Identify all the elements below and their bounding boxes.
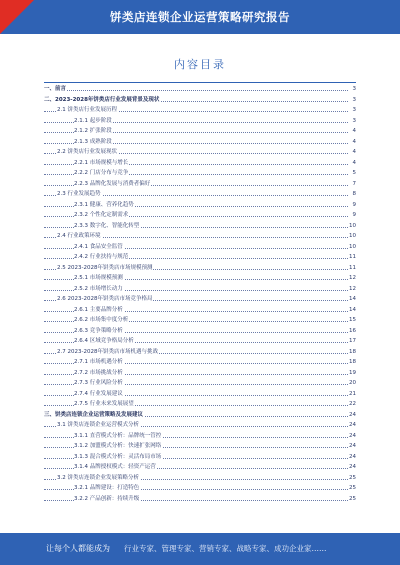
toc-entry-page: 21 [348,389,356,400]
toc-entry[interactable] [44,347,356,358]
toc-entry-label: 2.3 行业发展趋势 [57,189,102,200]
toc-entry[interactable] [44,462,356,473]
toc-entry-label: 三、饼类店连锁企业运营策略及发展建议 [44,410,144,421]
toc-entry-page: 10 [348,221,356,232]
toc-entry-page: 9 [352,200,357,211]
toc-entry[interactable] [44,263,356,274]
toc-entry-label: 2.1.1 起步阶段 [74,116,113,127]
toc-entry-label: 2.3.3 数字化、智能化转型 [74,221,140,232]
toc-entry[interactable] [44,210,356,221]
toc-entry[interactable] [44,378,356,389]
toc-entry-page: 4 [352,126,357,137]
toc-entry[interactable] [44,483,356,494]
toc-entry-label: 2.1.2 扩张阶段 [74,126,113,137]
toc-entry-page: 11 [348,263,356,274]
toc-entry-page: 9 [352,210,357,221]
toc-entry-page: 12 [348,273,356,284]
toc-entry-page: 3 [352,84,357,95]
toc-entry[interactable] [44,179,356,190]
toc-entry-label: 2.2.2 门店分布与竞争 [74,168,129,179]
toc-entry-page: 3 [352,116,357,127]
toc-entry-label: 2.2.1 市场规模与增长 [74,158,129,169]
toc-entry-label: 2.7.2 市场挑战分析 [74,368,124,379]
toc-entry[interactable] [44,84,356,95]
toc-entry-page: 18 [348,347,356,358]
toc-entry-page: 4 [352,158,357,169]
toc-entry-label: 2.7.3 行业风险分析 [74,378,124,389]
toc-entry[interactable] [44,242,356,253]
toc-entry-page: 24 [348,410,356,421]
toc-entry[interactable] [44,389,356,400]
toc-entry[interactable] [44,452,356,463]
toc-entry-label: 2.2.3 品牌化发展与消费者偏好 [74,179,151,190]
toc-entry-label: 2.2 饼类店行业发展现状 [57,147,118,158]
report-title: 饼类店连锁企业运营策略研究报告 [110,10,290,24]
toc-divider [44,82,356,83]
toc-entry-label: 2.5.2 市场增长动力 [74,284,124,295]
toc-entry-page: 25 [348,483,356,494]
toc-entry-label: 2.3.1 健康、营养化趋势 [74,200,135,211]
toc-entry-page: 24 [348,431,356,442]
toc-entry-label: 2.5.1 市场规模预测 [74,273,124,284]
toc-entry-label: 2.7.1 市场机遇分析 [74,357,124,368]
toc-entry[interactable] [44,305,356,316]
toc-entry[interactable] [44,494,356,505]
toc-entry[interactable] [44,200,356,211]
toc-entry-page: 10 [348,242,356,253]
toc-entry[interactable] [44,137,356,148]
toc-entry-label: 2.6.4 区域竞争格局分析 [74,336,135,347]
toc-entry-page: 10 [348,231,356,242]
toc-entry-page: 17 [348,336,356,347]
toc-entry-label: 2.1 饼类店行业发展历程 [57,105,118,116]
toc-entry-label: 3.1.2 加盟模式分析：快速扩张网络 [74,441,162,452]
toc-entry-page: 3 [352,105,357,116]
toc-entry-label: 3.2 饼类店连锁企业发展策略分析 [57,473,140,484]
toc-entry-label: 2.7.5 行业未来发展展望 [74,399,135,410]
toc-entry[interactable] [44,126,356,137]
toc-entry-page: 14 [348,294,356,305]
toc-entry-page: 20 [348,378,356,389]
toc-entry-page: 24 [348,441,356,452]
toc-entry-page: 4 [352,147,357,158]
toc-entry[interactable] [44,431,356,442]
toc-entry[interactable] [44,399,356,410]
toc-entry-label: 2.4.1 食品安全监管 [74,242,124,253]
toc-entry-label: 3.1.3 混合模式分析：灵活布局市场 [74,452,162,463]
toc-title: 内容目录 [174,58,226,71]
toc-entry[interactable] [44,410,356,421]
toc-entry-label: 2.3.2 个性化定制需求 [74,210,129,221]
toc-entry-label: 2.1.3 成熟阶段 [74,137,113,148]
toc-entry[interactable] [44,284,356,295]
toc-entry-label: 2.4.2 行业扶持与规范 [74,252,129,263]
toc-entry-page: 24 [348,420,356,431]
toc-entry-label: 2.6.3 竞争策略分析 [74,326,124,337]
toc-entry-label: 2.6.2 市场集中度分析 [74,315,129,326]
toc-entry-page: 24 [348,462,356,473]
toc-entry[interactable] [44,315,356,326]
toc-entry-label: 3.1 饼类店连锁企业运营模式分析 [57,420,140,431]
toc-entry-label: 一、前言 [44,84,67,95]
toc-entry-page: 22 [348,399,356,410]
toc-entry-page: 25 [348,473,356,484]
toc-entry-page: 19 [348,368,356,379]
toc-entry-label: 3.2.1 品牌建设：打造特色 [74,483,140,494]
toc-entry-page: 5 [352,168,357,179]
toc-entry-label: 3.2.2 产品创新：持续升级 [74,494,140,505]
footer-roles: 行业专家、管理专家、营销专家、战略专家、成功企业家…… [124,544,327,553]
toc-entry-page: 24 [348,452,356,463]
toc-entry-page: 11 [348,252,356,263]
toc-entry-page: 7 [352,179,357,190]
toc-entry-label: 3.1.1 直营模式分析：品牌统一管控 [74,431,162,442]
toc-entry[interactable] [44,326,356,337]
toc-entry[interactable] [44,95,356,106]
toc-entry-label: 2.5 2023-2028年饼类店市场规模预测 [57,263,153,274]
page-footer [0,533,400,565]
toc-entry[interactable] [44,168,356,179]
toc-entry[interactable] [44,368,356,379]
toc-entry[interactable] [44,147,356,158]
toc-entry-page: 8 [352,189,357,200]
toc-leader-dots [44,90,348,91]
toc-entry[interactable] [44,336,356,347]
table-of-contents [44,84,356,504]
toc-entry-label: 2.7 2023-2028年饼类店市场机遇与挑战 [57,347,159,358]
toc-entry[interactable] [44,158,356,169]
toc-entry-page: 4 [352,137,357,148]
toc-entry[interactable] [44,189,356,200]
toc-entry[interactable] [44,273,356,284]
toc-entry-page: 25 [348,494,356,505]
footer-brand: 让每个人都能成为 [46,544,110,553]
toc-entry-page: 14 [348,305,356,316]
toc-entry-page: 15 [348,315,356,326]
toc-entry[interactable] [44,441,356,452]
toc-entry[interactable] [44,420,356,431]
toc-entry-label: 2.6.1 主要品牌分析 [74,305,124,316]
toc-entry-label: 2.6 2023-2028年饼类店市场竞争格局 [57,294,153,305]
toc-entry-label: 二、2023-2028年饼类店行业发展背景及现状 [44,95,160,106]
toc-entry[interactable] [44,221,356,232]
toc-entry[interactable] [44,294,356,305]
toc-entry[interactable] [44,231,356,242]
toc-entry[interactable] [44,473,356,484]
toc-entry-label: 2.4 行业政策环境 [57,231,102,242]
page-header [0,0,400,34]
toc-entry-page: 16 [348,326,356,337]
toc-entry-page: 18 [348,357,356,368]
toc-entry-page: 12 [348,284,356,295]
toc-entry[interactable] [44,357,356,368]
toc-entry-label: 2.7.4 行业发展建议 [74,389,124,400]
toc-entry-page: 3 [352,95,357,106]
toc-entry[interactable] [44,252,356,263]
toc-entry[interactable] [44,105,356,116]
toc-entry-label: 3.1.4 品牌授权模式：轻资产运营 [74,462,157,473]
toc-entry[interactable] [44,116,356,127]
